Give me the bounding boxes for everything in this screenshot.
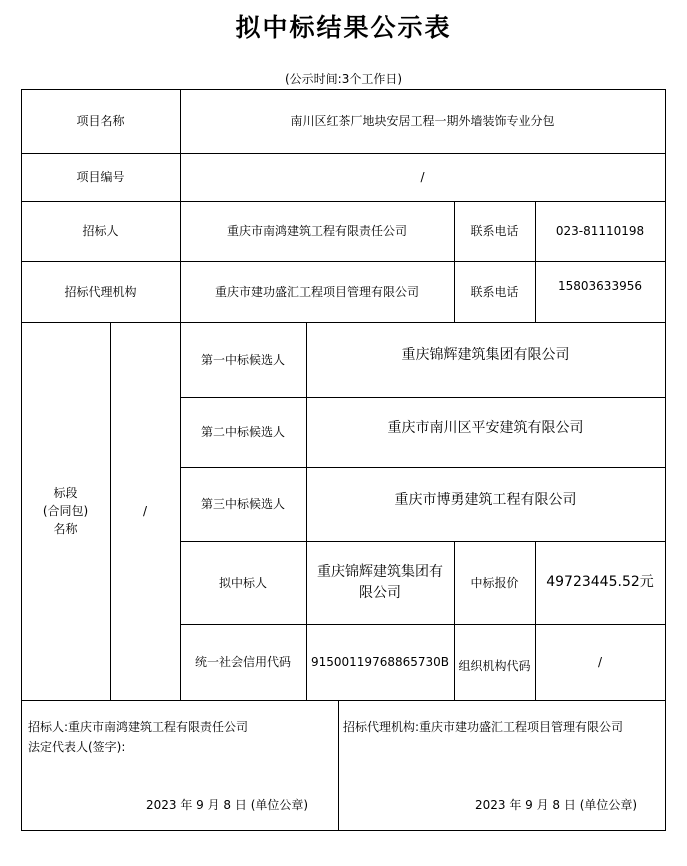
section-name-label: 标段 (合同包) 名称: [42, 486, 89, 536]
org-code-value: /: [597, 655, 603, 669]
winner-label: 拟中标人: [218, 575, 267, 590]
winner-value: 重庆锦辉建筑集团有限公司: [317, 563, 443, 601]
agency-label: 招标代理机构: [64, 284, 137, 299]
tenderer-phone-value: 023-81110198: [555, 224, 645, 238]
project-name-value: 南川区红茶厂地块安居工程一期外墙装饰专业分包: [290, 114, 555, 128]
page-title: 拟中标结果公示表: [235, 13, 452, 42]
credit-code-value: 91500119768865730B: [310, 655, 450, 669]
project-no-value: /: [420, 170, 425, 184]
tenderer-phone-label: 联系电话: [470, 224, 519, 238]
tenderer-value: 重庆市南鸿建筑工程有限责任公司: [226, 224, 407, 238]
signature-left-date: 2023 年 9 月 8 日 (单位公章): [146, 798, 309, 812]
credit-code-label: 统一社会信用代码: [194, 655, 291, 669]
project-name-label: 项目名称: [76, 114, 125, 128]
project-no-label: 项目编号: [76, 170, 125, 184]
candidate2-label: 第二中标候选人: [200, 425, 285, 439]
org-code-label: 组织机构代码: [458, 659, 531, 673]
candidate3-label: 第三中标候选人: [200, 497, 285, 511]
candidate1-value: 重庆锦辉建筑集团有限公司: [401, 347, 570, 363]
notice-period: (公示时间:3个工作日): [284, 72, 403, 86]
signature-right-date: 2023 年 9 月 8 日 (单位公章): [475, 798, 638, 812]
tenderer-label: 招标人: [82, 224, 119, 238]
candidate1-label: 第一中标候选人: [200, 352, 285, 367]
agency-value: 重庆市建功盛汇工程项目管理有限公司: [214, 284, 419, 299]
candidate2-value: 重庆市南川区平安建筑有限公司: [387, 419, 584, 436]
candidate3-value: 重庆市博勇建筑工程有限公司: [394, 491, 577, 508]
price-label: 中标报价: [470, 575, 519, 590]
signature-legal-rep: 法定代表人(签字):: [28, 740, 126, 754]
agency-phone-value: 15803633956: [558, 279, 642, 293]
price-value: 49723445.52元: [546, 574, 654, 590]
section-name-value: /: [142, 504, 148, 518]
agency-phone-label: 联系电话: [470, 284, 519, 299]
signature-agency: 招标代理机构:重庆市建功盛汇工程项目管理有限公司: [343, 720, 624, 734]
signature-tenderer: 招标人:重庆市南鸿建筑工程有限责任公司: [28, 720, 249, 734]
